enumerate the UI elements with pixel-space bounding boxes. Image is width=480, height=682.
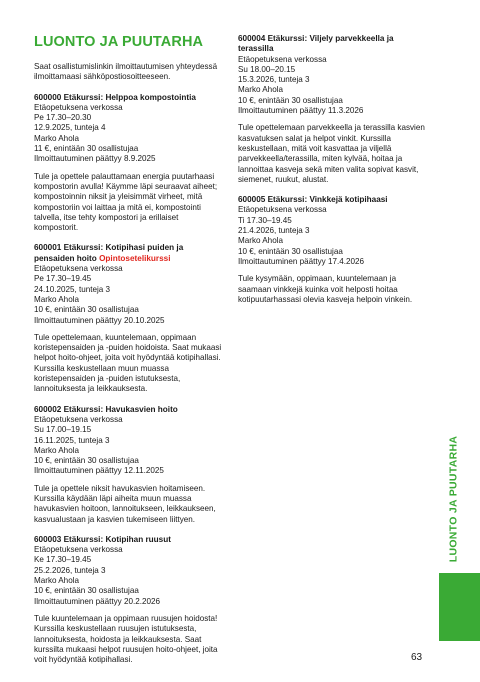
section-title: LUONTO JA PUUTARHA xyxy=(34,34,204,50)
course-time: Su 17.00–19.15 xyxy=(34,425,92,435)
course-location: Etäopetuksena verkossa xyxy=(238,205,327,215)
course-price: 10 €, enintään 30 osallistujaa xyxy=(238,246,343,256)
course-title: 600000 Etäkurssi: Helppoa kompostointia xyxy=(34,92,196,102)
course-600005 xyxy=(238,195,428,305)
course-date: 16.11.2025, tunteja 3 xyxy=(34,435,110,445)
course-date: 25.2.2026, tunteja 3 xyxy=(34,565,106,575)
course-teacher: Marko Ahola xyxy=(238,236,283,246)
course-deadline: Ilmoittautuminen päättyy 20.10.2025 xyxy=(34,315,165,325)
course-location: Etäopetuksena verkossa xyxy=(34,545,123,555)
course-description: Tule kysymään, oppimaan, kuuntelemaan ja saamaan vinkkejä kuinka voit helposti hoitaa kotipuutarhassasi olevia kasveja helpoin vinkein. xyxy=(238,274,413,304)
course-price: 10 €, enintään 30 osallistujaa xyxy=(34,586,139,596)
opintoseteli-badge: Opintosetelikurssi xyxy=(99,253,171,263)
course-time: Ti 17.30–19.45 xyxy=(238,215,292,225)
course-time: Pe 17.30–19.45 xyxy=(34,274,92,284)
course-deadline: Ilmoittautuminen päättyy 11.3.2026 xyxy=(238,106,364,116)
course-location: Etäopetuksena verkossa xyxy=(34,414,123,424)
course-date: 21.4.2026, tunteja 3 xyxy=(238,226,310,236)
course-deadline: Ilmoittautuminen päättyy 17.4.2026 xyxy=(238,256,364,266)
course-600004 xyxy=(238,34,428,185)
course-teacher: Marko Ahola xyxy=(34,133,79,143)
side-tab xyxy=(439,573,480,641)
page-number: 63 xyxy=(411,652,423,663)
course-time: Su 18.00–20.15 xyxy=(238,64,296,74)
course-time: Ke 17.30–19.45 xyxy=(34,555,92,565)
intro-text: Saat osallistumislinkin ilmoittautumisen yhteydessä ilmoittamaasi sähköpostiosoitteeseen. xyxy=(34,62,218,82)
course-title: 600001 Etäkurssi: Kotipihasi puiden ja pensaiden hoito Opintosetelikurssi xyxy=(34,243,184,263)
course-description: Tule ja opettele niksit havukasvien hoitamiseen. Kurssilla käydään läpi aiheita muun muassa havukasvien hoitoon, lannoitukseen, leikkaukseen, kasvualustaan ja kasvien tukemiseen liittyen. xyxy=(34,483,216,524)
course-teacher: Marko Ahola xyxy=(34,576,79,586)
side-section-label xyxy=(447,434,459,564)
course-description: Tule kuuntelemaan ja oppimaan ruusujen hoidosta! Kurssilla keskustellaan ruusujen istutuksesta, lannoituksesta, hoidosta ja leikkauksesta. Saat kurssilta mukaasi helpot ruusujen hoito-ohjeet, joita voit hyödyntää kotipihallasi. xyxy=(34,613,218,665)
course-title: 600003 Etäkurssi: Kotipihan ruusut xyxy=(34,534,171,544)
course-location: Etäopetuksena verkossa xyxy=(238,54,327,64)
course-price: 10 €, enintään 30 osallistujaa xyxy=(238,95,343,105)
course-600001 xyxy=(34,243,222,394)
course-location: Etäopetuksena verkossa xyxy=(34,264,123,274)
course-deadline: Ilmoittautuminen päättyy 12.11.2025 xyxy=(34,466,164,476)
right-column xyxy=(238,34,428,315)
course-title: 600002 Etäkurssi: Havukasvien hoito xyxy=(34,404,178,414)
course-deadline: Ilmoittautuminen päättyy 20.2.2026 xyxy=(34,596,160,606)
course-600002 xyxy=(34,405,222,525)
course-date: 15.3.2026, tunteja 3 xyxy=(238,75,310,85)
course-600003 xyxy=(34,535,222,666)
course-deadline: Ilmoittautuminen päättyy 8.9.2025 xyxy=(34,154,156,164)
course-date: 24.10.2025, tunteja 3 xyxy=(34,284,111,294)
course-title: 600005 Etäkurssi: Vinkkejä kotipihaasi xyxy=(238,195,388,205)
course-teacher: Marko Ahola xyxy=(238,85,283,95)
course-teacher: Marko Ahola xyxy=(34,294,79,304)
course-price: 10 €, enintään 30 osallistujaa xyxy=(34,456,139,466)
course-time: Pe 17.30–20.30 xyxy=(34,113,92,123)
course-600000 xyxy=(34,93,222,234)
course-price: 10 €, enintään 30 osallistujaa xyxy=(34,305,139,315)
course-location: Etäopetuksena verkossa xyxy=(34,102,123,112)
course-teacher: Marko Ahola xyxy=(34,445,79,455)
course-description: Tule ja opettele palauttamaan energia puutarhaasi kompostorin avulla! Käymme läpi seuraavat aiheet; kompostoinnin niksit ja yleisimmät virheet, mitä kompostoriin voi laittaa ja mitä ei, kompostointi talvella, itse tehty kompostori ja erillaiset kompostorit. xyxy=(34,171,218,233)
course-description: Tule opettelemaan parvekkeella ja terassilla kasvien kasvatuksen salat ja helpot vinkit. Kurssilla keskustellaan, mitä voit kasvattaa ja viljellä parvekkeella/terassilla, miten kylvää, hoitaa ja lannoittaa kasveja sekä miten valita sopivat kasvit, siemenet, ruukut, alustat. xyxy=(238,123,425,184)
left-column xyxy=(34,34,222,675)
course-price: 11 €, enintään 30 osallistujaa xyxy=(34,144,139,154)
course-title: 600004 Etäkurssi: Viljely parvekkeella ja terassilla xyxy=(238,34,394,54)
course-description: Tule opettelemaan, kuuntelemaan, oppimaan koristepensaiden ja -puiden hoidoista. Saat mukaasi helpot hoito-ohjeet, joita voit hyödyntää kotipihallasi. Kurssilla keskustellaan muun muassa koristepensaiden ja -puiden istutuksesta, lannoituksesta ja leikkauksesta. xyxy=(34,332,222,394)
course-date: 12.9.2025, tunteja 4 xyxy=(34,123,106,133)
side-section-label-text: LUONTO JA PUUTARHA xyxy=(447,435,460,563)
